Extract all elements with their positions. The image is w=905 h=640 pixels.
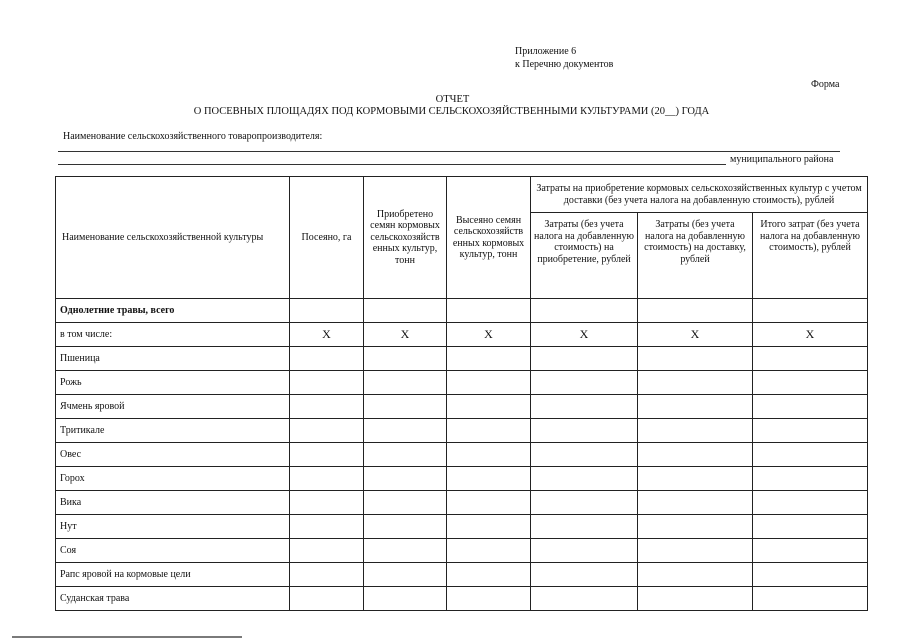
crop-name-cell: Рожь [56,371,290,395]
input-cell[interactable] [447,395,531,419]
not-applicable-cell: X [364,323,447,347]
table-row [56,467,868,491]
input-cell[interactable] [447,515,531,539]
input-cell[interactable] [447,443,531,467]
input-cell[interactable] [290,347,364,371]
col-header-seeds-sown: Высеяно семян сельскохозяйств енных кормовых культур, тонн [447,177,531,299]
input-cell[interactable] [364,563,447,587]
table-row [56,299,868,323]
input-cell[interactable] [290,587,364,611]
input-cell[interactable] [531,371,638,395]
crop-name-cell: Однолетние травы, всего [56,299,290,323]
table-row [56,419,868,443]
crop-name-cell: Нут [56,515,290,539]
table-row [56,563,868,587]
input-cell[interactable] [364,491,447,515]
region-label: муниципального района [730,154,834,165]
input-cell[interactable] [531,419,638,443]
input-cell[interactable] [531,395,638,419]
region-name-field-line[interactable] [58,164,726,165]
input-cell[interactable] [447,491,531,515]
crop-name-cell: Суданская трава [56,587,290,611]
input-cell[interactable] [638,515,753,539]
input-cell[interactable] [290,395,364,419]
appendix-line-2: к Перечню документов [515,59,614,70]
input-cell[interactable] [753,515,868,539]
input-cell[interactable] [531,299,638,323]
input-cell[interactable] [447,371,531,395]
input-cell[interactable] [753,539,868,563]
col-header-costs-group: Затраты на приобретение кормовых сельскохозяйственных культур с учетом доставки (без учета налога на добавленную стоимость), рублей [531,177,868,213]
crop-name-cell: Ячмень яровой [56,395,290,419]
input-cell[interactable] [364,347,447,371]
input-cell[interactable] [753,347,868,371]
input-cell[interactable] [364,395,447,419]
input-cell[interactable] [531,515,638,539]
scan-edge-mark [12,636,242,638]
input-cell[interactable] [753,467,868,491]
form-label: Форма [811,79,840,90]
input-cell[interactable] [364,587,447,611]
crop-name-cell: Тритикале [56,419,290,443]
input-cell[interactable] [290,443,364,467]
input-cell[interactable] [290,563,364,587]
input-cell[interactable] [364,299,447,323]
input-cell[interactable] [638,491,753,515]
input-cell[interactable] [290,371,364,395]
col-header-cost-total: Итого затрат (без учета налога на добавленную стоимость), рублей [753,213,868,299]
crop-name-cell: Вика [56,491,290,515]
input-cell[interactable] [638,371,753,395]
producer-name-field-line[interactable] [58,151,840,152]
report-subtitle-text: О ПОСЕВНЫХ ПЛОЩАДЯХ ПОД КОРМОВЫМИ СЕЛЬСКОХОЗЯЙСТВЕННЫМИ КУЛЬТУРАМИ (20__) ГОДА [193,106,710,117]
table-row [56,323,868,347]
not-applicable-cell: X [447,323,531,347]
input-cell[interactable] [753,371,868,395]
col-header-sown-ha: Посеяно, га [290,177,364,299]
input-cell[interactable] [364,443,447,467]
table-body [56,299,868,611]
input-cell[interactable] [447,299,531,323]
input-cell[interactable] [531,491,638,515]
input-cell[interactable] [290,539,364,563]
input-cell[interactable] [753,587,868,611]
appendix-reference [515,45,613,71]
crop-name-cell: Горох [56,467,290,491]
input-cell[interactable] [447,419,531,443]
input-cell[interactable] [638,395,753,419]
input-cell[interactable] [531,467,638,491]
input-cell[interactable] [290,515,364,539]
input-cell[interactable] [753,419,868,443]
appendix-line-1: Приложение 6 [515,46,577,57]
report-subtitle [0,106,905,117]
table-row [56,491,868,515]
table-row [56,539,868,563]
input-cell[interactable] [638,467,753,491]
table-header [56,177,868,299]
not-applicable-cell: X [753,323,868,347]
input-cell[interactable] [638,443,753,467]
input-cell[interactable] [290,419,364,443]
input-cell[interactable] [290,467,364,491]
col-header-cost-delivery: Затраты (без учета налога на добавленную стоимость) на доставку, рублей [638,213,753,299]
col-header-cost-purchase: Затраты (без учета налога на добавленную стоимость) на приобретение, рублей [531,213,638,299]
input-cell[interactable] [531,587,638,611]
input-cell[interactable] [447,563,531,587]
not-applicable-cell: X [531,323,638,347]
crops-report-table [55,176,868,611]
input-cell[interactable] [638,539,753,563]
producer-label: Наименование сельскохозяйственного товаропроизводителя: [63,131,323,142]
input-cell[interactable] [364,419,447,443]
input-cell[interactable] [638,299,753,323]
input-cell[interactable] [753,563,868,587]
input-cell[interactable] [447,539,531,563]
input-cell[interactable] [753,443,868,467]
input-cell[interactable] [290,299,364,323]
input-cell[interactable] [531,539,638,563]
crop-name-cell: Соя [56,539,290,563]
crop-name-cell: Овес [56,443,290,467]
input-cell[interactable] [447,467,531,491]
not-applicable-cell: X [638,323,753,347]
input-cell[interactable] [753,395,868,419]
input-cell[interactable] [531,443,638,467]
report-title: ОТЧЕТ [435,94,470,105]
col-header-crop-name: Наименование сельскохозяйственной культуры [56,177,290,299]
not-applicable-cell: X [290,323,364,347]
table-row [56,515,868,539]
input-cell[interactable] [531,347,638,371]
input-cell[interactable] [753,491,868,515]
input-cell[interactable] [364,515,447,539]
table-row [56,347,868,371]
input-cell[interactable] [753,299,868,323]
input-cell[interactable] [447,347,531,371]
input-cell[interactable] [638,419,753,443]
crop-name-cell: в том числе: [56,323,290,347]
input-cell[interactable] [364,371,447,395]
crop-name-cell: Пшеница [56,347,290,371]
input-cell[interactable] [447,587,531,611]
input-cell[interactable] [531,563,638,587]
col-header-seeds-bought: Приобретено семян кормовых сельскохозяйств енных культур, тонн [364,177,447,299]
input-cell[interactable] [638,587,753,611]
crop-name-cell: Рапс яровой на кормовые цели [56,563,290,587]
table-row [56,587,868,611]
table-row [56,395,868,419]
input-cell[interactable] [364,539,447,563]
input-cell[interactable] [638,563,753,587]
input-cell[interactable] [638,347,753,371]
input-cell[interactable] [290,491,364,515]
table-row [56,371,868,395]
table-row [56,443,868,467]
input-cell[interactable] [364,467,447,491]
